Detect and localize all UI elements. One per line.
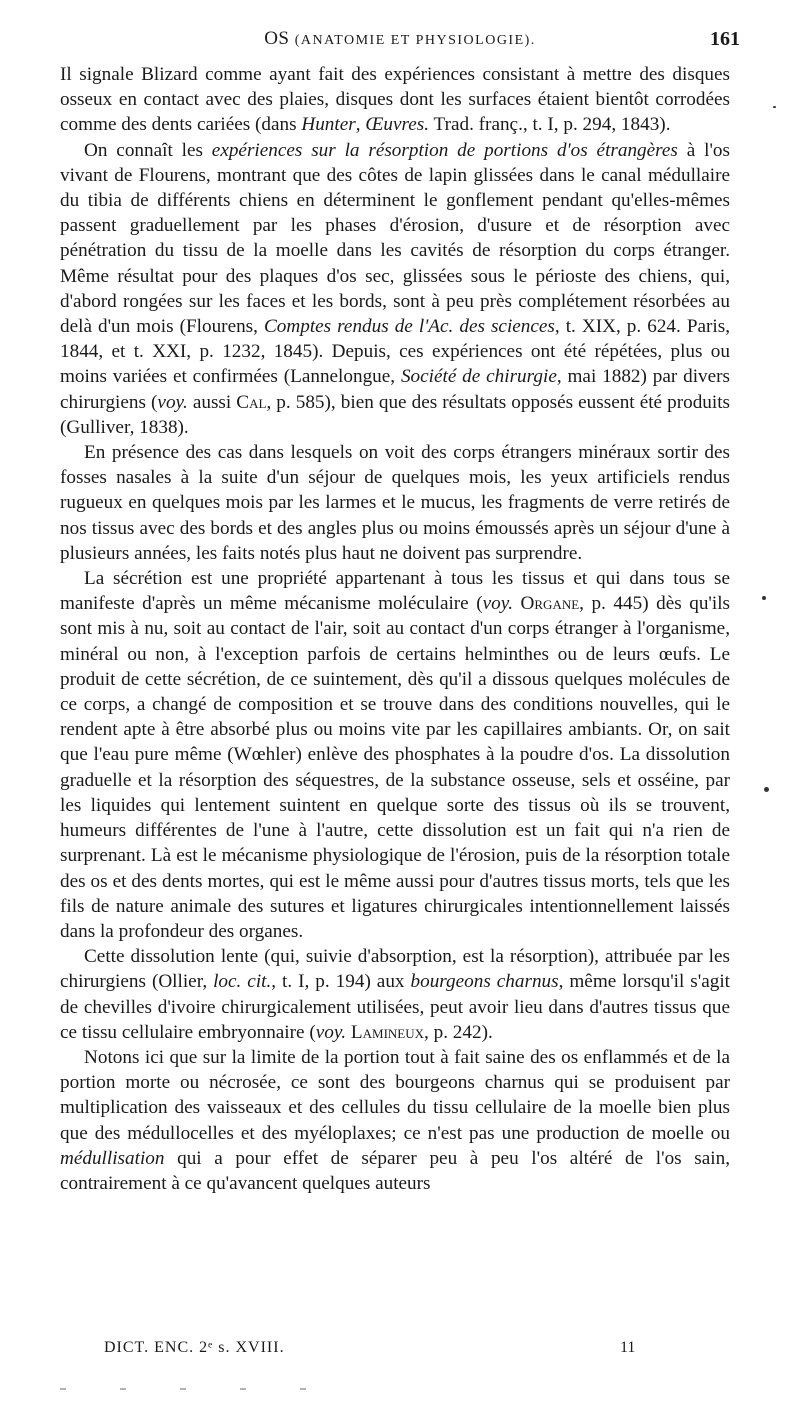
- italic-run: voy.: [157, 391, 188, 413]
- paragraph: [60, 440, 730, 566]
- text-run: , p. 585), bien que des résultats opposés eussent été produits (Gulliver, 1838).: [60, 391, 731, 438]
- signature-mark: DICT. ENC. 2ᵉ s. XVIII.: [104, 1339, 285, 1356]
- scan-speck: [762, 596, 766, 600]
- small-caps-run: Organe: [520, 593, 580, 615]
- paragraph: [60, 62, 730, 138]
- text-run: , p. 445) dès qu'ils sont mis à nu, soit au contact de l'air, soit au contact d'un corps étranger à l'organisme, minéral ou non, à l'exception parfois de certains helminthes ou de leurs œufs. Le produit de cette sécrétion, de ce suintement, dès qu'il a dissous quelques molécules de ce corps, a changé de composition et se trouve dans des conditions nouvelles, qui le rendent apte à être absorbé plus ou moins vite par les capillaires ambiants. Or, on sait que l'eau pure même (Wœhler) enlève des phosphates à la poudre d'os. La dissolution graduelle et la résorption des séquestres, de la substance osseuse, sels et osséine, par les liquides qui lentement suintent en quelque sorte des tissus où ils se trouvent, humeurs différentes de l'une à l'autre, cette dissolution est un fait qui n'a rien de surprenant. Là est le mécanisme physiologique de l'érosion, puis de la résorption totale des os et des dents mortes, qui est le même aussi pour d'autres tissus morts, tels que les fils de nature animale des sutures et ligatures chirurgicales intentionnellement laissés dans la profondeur des organes.: [60, 593, 730, 942]
- running-header: [60, 28, 740, 54]
- text-run: , p. 242).: [424, 1021, 493, 1043]
- running-title: [60, 28, 740, 50]
- paragraph: [60, 1045, 730, 1196]
- italic-run: Comptes rendus de l'Ac. des sciences: [263, 316, 555, 338]
- paragraph: [60, 138, 730, 440]
- text-run: à l'os vivant de Flourens, montrant que des côtes de lapin glissées dans le canal médullaire du tibia de différents chiens en déterminent le gonflement pendant qu'elles-mêmes passent graduellement par les phases d'érosion, d'usure et de résorption avec pénétration du tissu de la moelle dans les cavités de résorption du corps étranger. Même résultat pour des plaques d'os sec, glissées sous le périoste des chiens, qui, d'abord rongées sur les faces et les bords, sont à peu près complétement résorbées au delà d'un mois (Flourens,: [60, 139, 730, 338]
- italic-run: Œuvres.: [365, 114, 430, 136]
- text-run: [513, 593, 521, 614]
- page-number: 161: [710, 28, 740, 50]
- text-run: , mai 1882) par divers chirurgiens (: [60, 366, 730, 413]
- italic-run: bourgeons charnus: [410, 971, 559, 993]
- text-run: , même lorsqu'il s'agit de chevilles d'ivoire chirurgicalement utilisées, peut avoir lieu dans d'autres tissus que ce tissu cellulaire embryonnaire (: [60, 971, 730, 1043]
- small-caps-run: Lamineux: [350, 1021, 425, 1043]
- scan-marks: [60, 1388, 350, 1390]
- text-run: ,: [355, 114, 366, 136]
- text-run: , t. XIX, p. 624. Paris, 1844, et t. XXI, p. 1232, 1845). Depuis, ces expériences ont été répétées, plus ou moins variées et confirmées (Lannelongue,: [60, 316, 731, 388]
- paragraph: [60, 944, 730, 1045]
- running-title-main: OS: [264, 28, 290, 49]
- running-title-subtitle: (ANATOMIE ET PHYSIOLOGIE).: [294, 33, 536, 48]
- text-run: Il signale Blizard comme ayant fait des expériences consistant à mettre des disques osseux en contact avec des plaies, disques dont les surfaces étaient bientôt corrodées comme des dents cariées (dans: [60, 64, 730, 136]
- scan-speck: [773, 106, 776, 108]
- italic-run: Société de chirurgie: [400, 366, 557, 388]
- italic-run: voy.: [315, 1021, 347, 1043]
- paragraph: [60, 566, 730, 944]
- page-footer: [60, 1339, 740, 1363]
- text-run: La sécrétion est une propriété appartenant à tous les tissus et qui dans tous se manifeste d'après un même mécanisme moléculaire (: [60, 568, 730, 615]
- text-run: aussi: [187, 391, 237, 413]
- text-run: Trad. franç., t. I, p. 294, 1843).: [429, 114, 671, 136]
- sheet-number: 11: [620, 1339, 636, 1356]
- italic-run: Hunter: [301, 114, 356, 136]
- italic-run: médullisation: [60, 1147, 165, 1169]
- text-run: En présence des cas dans lesquels on voit des corps étrangers minéraux sortir des fosses nasales à la suite d'un séjour de quelques mois, les yeux artificiels rendus rugueux en quelques mois par les larmes et le mucus, les fragments de verre retirés de nos tissus avec des bords et des angles plus ou moins émoussés après un séjour d'une à plusieurs années, les faits notés plus haut ne doivent pas surprendre.: [60, 442, 730, 564]
- italic-run: loc. cit.: [213, 971, 272, 993]
- italic-run: expériences sur la résorption de portions d'os étrangères: [211, 139, 678, 161]
- scan-speck: [764, 787, 769, 792]
- italic-run: voy.: [482, 593, 513, 615]
- text-run: On connaît les: [84, 139, 212, 161]
- text-run: , t. I, p. 194) aux: [271, 971, 411, 993]
- text-run: Cette dissolution lente (qui, suivie d'absorption, est la résorption), attribuée par les chirurgiens (Ollier,: [60, 946, 730, 993]
- body-text: [60, 62, 730, 1196]
- text-run: qui a pour effet de séparer peu à peu l'os altéré de l'os sain, contrairement à ce qu'avancent quelques auteurs: [60, 1147, 730, 1194]
- text-run: Notons ici que sur la limite de la portion tout à fait saine des os enflammés et de la portion morte ou nécrosée, ce sont des bourgeons charnus qui se produisent par multiplication des vaisseaux et des cellules du tissu cellulaire de la moelle bien plus que des médullocelles et des myéloplaxes; ce n'est pas une production de moelle ou: [60, 1046, 730, 1144]
- small-caps-run: Cal: [236, 391, 267, 413]
